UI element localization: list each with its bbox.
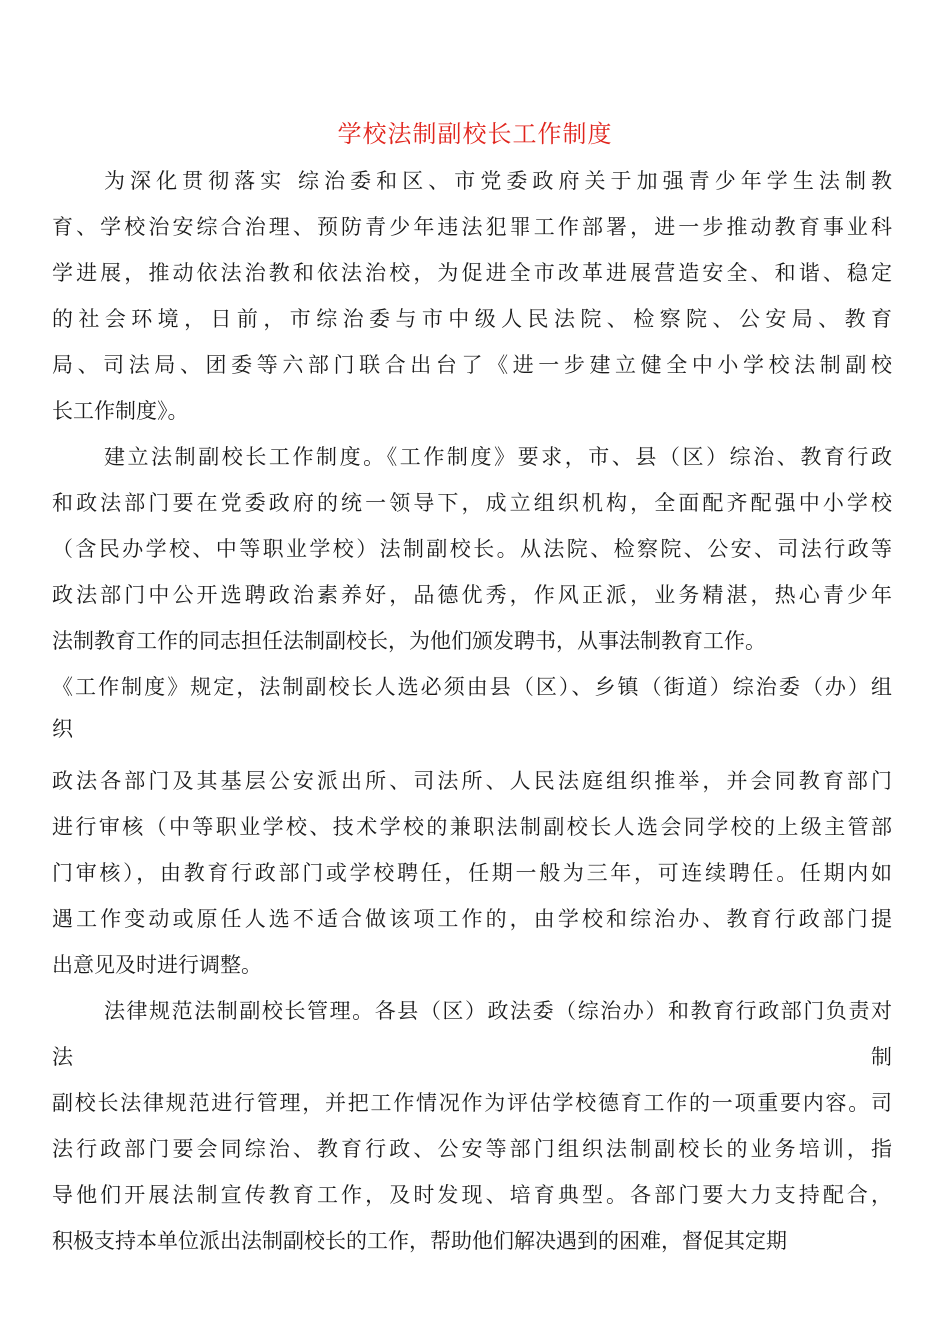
- paragraph-line: 政法各部门及其基层公安派出所、司法所、人民法庭组织推举，并会同教育部门: [52, 769, 892, 793]
- paragraph-line: 副校长法律规范进行管理，并把工作情况作为评估学校德育工作的一项重要内容。司: [52, 1091, 892, 1115]
- split-line: [52, 1042, 892, 1072]
- paragraph-line: 导他们开展法制宣传教育工作，及时发现、培育典型。各部门要大力支持配合，: [52, 1183, 892, 1207]
- paragraph-line: 政法部门中公开选聘政治素养好，品德优秀，作风正派，业务精湛，热心青少年: [52, 583, 892, 607]
- split-line-end: 制: [871, 1045, 892, 1069]
- paragraph-line: 长工作制度》。: [52, 399, 189, 423]
- paragraph-line: 门审核），由教育行政部门或学校聘任，任期一般为三年，可连续聘任。任期内如: [52, 861, 892, 885]
- paragraph-line: 出意见及时进行调整。: [52, 953, 262, 977]
- paragraph-line: 积极支持本单位派出法制副校长的工作，帮助他们解决遇到的困难，督促其定期: [52, 1229, 787, 1253]
- paragraph-line: 法制教育工作的同志担任法制副校长，为他们颁发聘书，从事法制教育工作。: [52, 629, 766, 653]
- paragraph-line: 遇工作变动或原任人选不适合做该项工作的，由学校和综治办、教育行政部门提: [52, 907, 892, 931]
- paragraph-line: 和政法部门要在党委政府的统一领导下，成立组织机构，全面配齐配强中小学校: [52, 491, 892, 515]
- paragraph-line: 进行审核（中等职业学校、技术学校的兼职法制副校长人选会同学校的上级主管部: [52, 815, 892, 839]
- paragraph-line: 为深化贯彻落实 综治委和区、市党委政府关于加强青少年学生法制教: [104, 169, 892, 193]
- paragraph-line: 局、司法局、团委等六部门联合出台了《进一步建立健全中小学校法制副校: [52, 353, 892, 377]
- paragraph-line: 学进展，推动依法治教和依法治校，为促进全市改革进展营造安全、和谐、稳定: [52, 261, 892, 285]
- paragraph-line: 法律规范法制副校长管理。各县（区）政法委（综治办）和教育行政部门负责对: [104, 999, 892, 1023]
- document-title: 学校法制副校长工作制度: [337, 120, 613, 148]
- split-line-start: 法: [52, 1045, 73, 1069]
- paragraph-line: 法行政部门要会同综治、教育行政、公安等部门组织法制副校长的业务培训，指: [52, 1137, 892, 1161]
- paragraph-line: 育、学校治安综合治理、预防青少年违法犯罪工作部署，进一步推动教育事业科: [52, 215, 892, 239]
- paragraph-line: 织: [52, 717, 73, 741]
- paragraph-line: 的社会环境，日前，市综治委与市中级人民法院、检察院、公安局、教育: [52, 307, 892, 331]
- paragraph-line: 建立法制副校长工作制度。《工作制度》要求，市、县（区）综治、教育行政: [104, 445, 892, 469]
- paragraph-line: （含民办学校、中等职业学校）法制副校长。从法院、检察院、公安、司法行政等: [52, 537, 892, 561]
- paragraph-line: 《工作制度》规定，法制副校长人选必须由县（区）、乡镇（街道）综治委（办）组: [52, 675, 892, 699]
